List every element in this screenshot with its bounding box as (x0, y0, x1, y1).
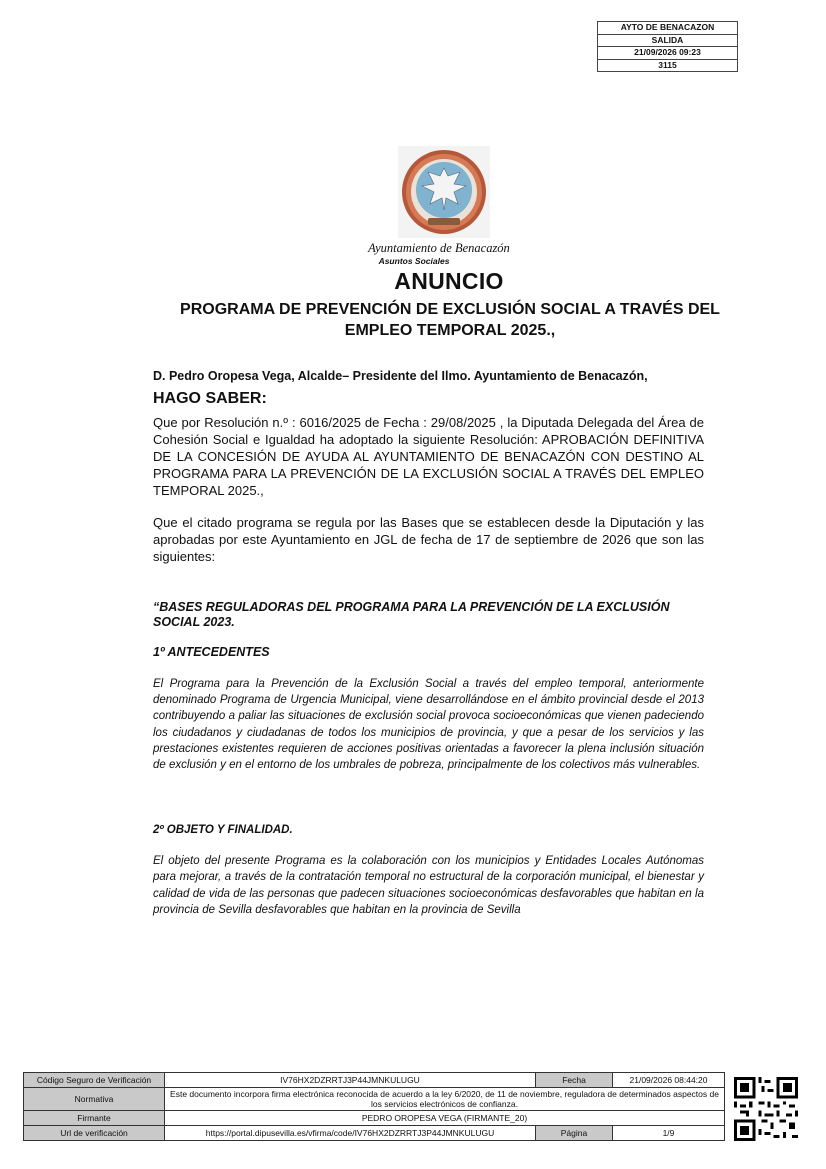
stamp-number: 3115 (658, 59, 677, 70)
department-name: Asuntos Sociales (378, 256, 450, 266)
firmante-label: Firmante (24, 1111, 165, 1126)
fecha-label: Fecha (536, 1073, 613, 1088)
organization-name: Ayuntamiento de Benacazón (368, 241, 510, 255)
normativa-label: Normativa (24, 1088, 165, 1111)
pagina-value: 1/9 (613, 1126, 725, 1141)
municipal-seal-icon (398, 146, 490, 238)
verification-table (23, 1072, 725, 1141)
hago-saber-heading: HAGO SABER: (153, 390, 267, 407)
url-row (24, 1126, 725, 1141)
pagina-label: Página (536, 1126, 613, 1141)
firmante-row (24, 1111, 725, 1126)
normativa-row (24, 1088, 725, 1111)
csv-value: IV76HX2DZRRTJ3P44JMNKULUGU (165, 1073, 536, 1088)
stamp-office: AYTO DE BENACAZON (598, 22, 737, 35)
bases-title: “BASES REGULADORAS DEL PROGRAMA PARA LA PREVENCIÓN DE LA EXCLUSIÓN SOCIAL 2023. (153, 600, 670, 629)
registry-stamp (597, 21, 738, 72)
signer-line: D. Pedro Oropesa Vega, Alcalde– Presidente del Ilmo. Ayuntamiento de Benacazón, (153, 369, 648, 383)
stamp-type: SALIDA (598, 35, 737, 48)
document-subtitle: PROGRAMA DE PREVENCIÓN DE EXCLUSIÓN SOCIAL A TRAVÉS DEL EMPLEO TEMPORAL 2025., (180, 301, 720, 339)
url-label: Url de verificación (24, 1126, 165, 1141)
objeto-heading: 2º OBJETO Y FINALIDAD. (153, 824, 293, 836)
antecedentes-heading: 1º ANTECEDENTES (153, 645, 270, 659)
objeto-paragraph: El objeto del presente Programa es la colaboración con los municipios y Entidades Locales Autónomas para mejorar, a través de la contratación temporal no estructural de la corporación municipal, el bienestar y calidad de vida de las personas que padecen situaciones socioeconómicas desfavorables que habitan en la provincia de Sevilla desfavorables que habitan en la provincia de Sevilla (153, 855, 704, 916)
url-value[interactable]: https://portal.dipusevilla.es/vfirma/code/IV76HX2DZRRTJ3P44JMNKULUGU (165, 1126, 536, 1141)
bases-intro-paragraph: Que el citado programa se regula por las Bases que se establecen desde la Diputación y las aprobadas por este Ayuntamiento en JGL de fecha de 17 de septiembre de 2026 que son las siguientes: (153, 515, 704, 564)
qr-code-icon (734, 1077, 798, 1141)
firmante-value: PEDRO OROPESA VEGA (FIRMANTE_20) (165, 1111, 725, 1126)
antecedentes-paragraph: El Programa para la Prevención de la Exclusión Social a través del empleo temporal, anteriormente denominado Programa de Urgencia Municipal, viene desarrollándose en el ámbito provincial desde el 2013 contribuyendo a paliar las situaciones de exclusión social provoca socioeconómicas que vienen padeciendo los ciudadanos y ciudadanas de todos los municipios de provincia, y que a pesar de los servicios y las prestaciones existentes requieren de acciones positivas orientadas a favorecer la plena inclusión situación de exclusión y en el entorno de los umbrales de pobreza, principalmente de los colectivos más vulnerables. (153, 678, 704, 772)
stamp-datetime: 21/09/2026 09:23 (598, 47, 737, 60)
csv-label: Código Seguro de Verificación (24, 1073, 165, 1088)
fecha-value: 21/09/2026 08:44:20 (613, 1073, 725, 1088)
document-title: ANUNCIO (394, 268, 504, 294)
csv-row (24, 1073, 725, 1088)
resolution-paragraph: Que por Resolución n.º : 6016/2025 de Fecha : 29/08/2025 , la Diputada Delegada del Área de Cohesión Social e Igualdad ha adoptado la siguiente Resolución: APROBACIÓN DEFINITIVA DE LA CONCESIÓN DE AYUDA AL AYUNTAMIENTO DE BENACAZÓN CON DESTINO AL PROGRAMA PARA LA PREVENCIÓN DE LA EXCLUSIÓN SOCIAL A TRAVÉS DEL EMPLEO TEMPORAL 2025., (153, 415, 704, 498)
normativa-value: Este documento incorpora firma electrónica reconocida de acuerdo a la ley 6/2020, de 11 de noviembre, reguladora de determinados aspectos de los servicios electrónicos de confianza. (165, 1088, 725, 1111)
